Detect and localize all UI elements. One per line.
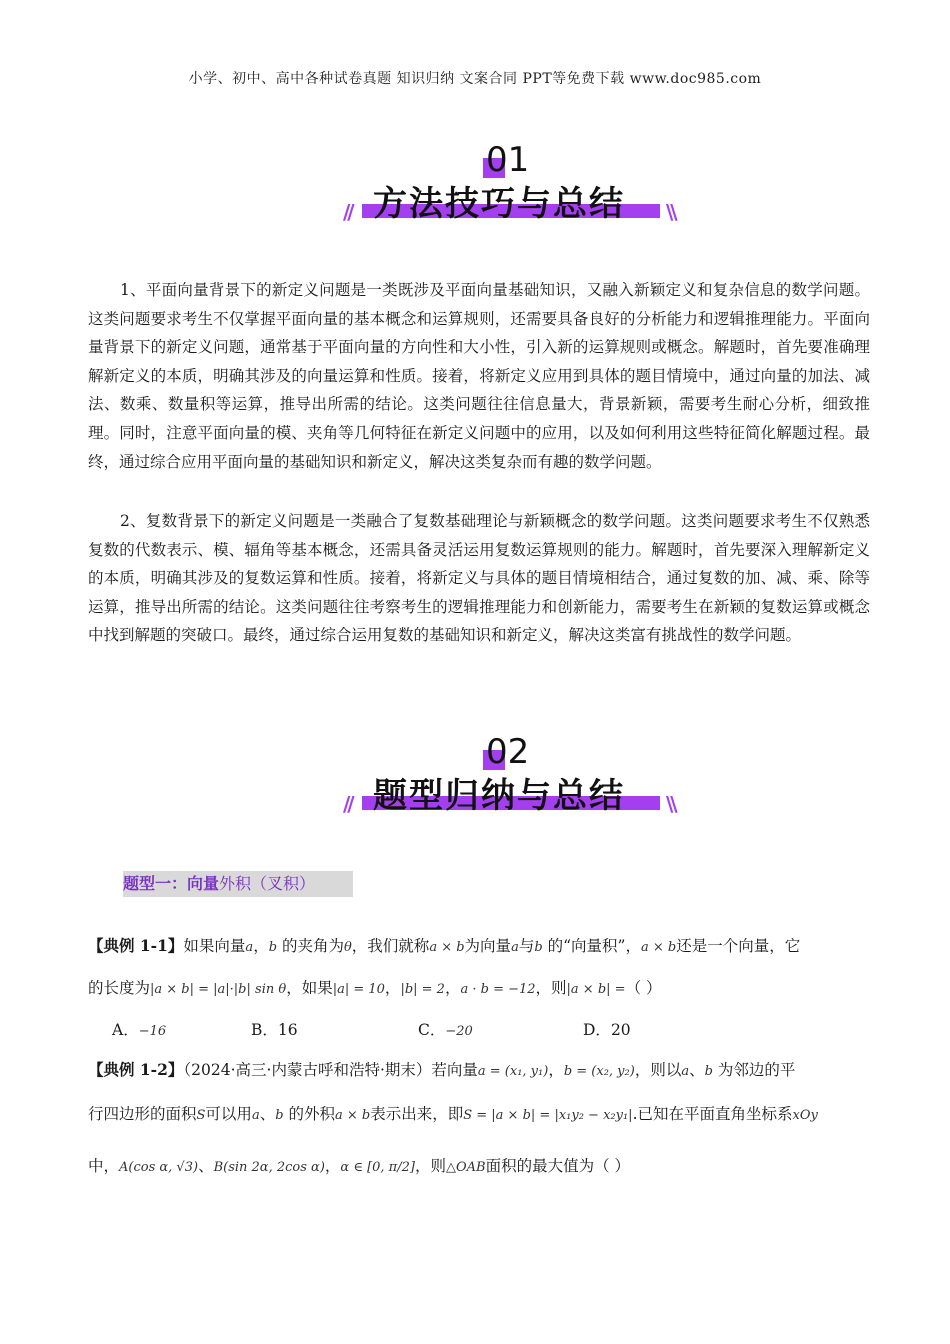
text: 、 [259,1105,276,1123]
math: θ [343,940,352,955]
math: α ∈ [0, π/2] [340,1160,415,1175]
slash-decoration-left: // [343,792,352,816]
example-label: 【典例 1-2】 [88,1060,184,1079]
section-title: 题型归纳与总结 [373,776,625,816]
section-title: 方法技巧与总结 [373,184,625,224]
math: a = (x₁, y₁) [477,1064,549,1079]
text: 面积的最大值为（ ） [485,1157,631,1175]
text: .已知在平面直角坐标系 [632,1105,793,1123]
math: B(sin 2α, 2cos α) [213,1160,325,1175]
text: ， [324,1157,341,1175]
math: a [511,940,519,955]
math: b [268,940,278,955]
text: 还是一个向量，它 [676,937,801,955]
text: ， [548,1061,564,1079]
math: b [534,940,543,955]
option-key: B． [251,1021,278,1039]
math: a × b [334,1108,371,1123]
text: 、 [689,1061,705,1079]
text: 与 [518,937,535,955]
text: 中， [88,1157,120,1175]
math: |a| = 10 [332,982,385,997]
text: ，我们就称 [351,937,430,955]
section-number: 01 [486,140,530,180]
paragraph-1: 1、平面向量背景下的新定义问题是一类既涉及平面向量基础知识，又融入新颖定义和复杂信息的数学问题。这类问题要求考生不仅掌握平面向量的基本概念和运算规则，还需要具备良好的分析能力和逻辑推理能力。平面向量背景下的新定义问题，通常基于平面向量的方向性和大小性，引入新的运算规则或概念。解题时，首先要准确理解新定义的本质，明确其涉及的向量运算和性质。接着，将新定义应用到具体的题目情境中，通过向量的加法、减法、数乘、数量积等运算，推导出所需的结论。这类问题往往信息量大，背景新颖，需要考生耐心分析，细致推理。同时，注意平面向量的模、夹角等几何特征在新定义问题中的应用，以及如何利用这些特征简化解题过程。最终，通过综合应用平面向量的基础知识和新定义，解决这类复杂而有趣的数学问题。 [88,281,870,471]
math: |a × b| = [566,982,626,997]
option-key: A． [112,1021,139,1039]
math: b [275,1108,284,1123]
math: S = |a × b| = |x₁y₂ − x₂y₁| [463,1108,633,1123]
text: 为向量 [464,937,512,955]
math: a · b = −12 [460,982,536,997]
example-1-1-line-2 [88,976,662,998]
option-value: 20 [610,1021,631,1039]
example-1-2-line-1 [88,1058,795,1080]
option-a[interactable] [112,1018,166,1040]
section-banner-2 [0,732,950,822]
example-1-2-line-2 [88,1102,818,1124]
text: 行四边形的面积 [88,1105,197,1123]
option-b[interactable] [251,1018,298,1040]
question-type-bold: 题型一：向量 [123,874,220,893]
example-1-1-line-1 [88,934,800,956]
math: a [245,940,254,955]
option-value: −20 [445,1024,473,1039]
option-value: 16 [277,1021,298,1039]
text: ，如果 [286,979,333,997]
math: b [704,1064,713,1079]
math: b = (x₂, y₂) [563,1064,635,1079]
math: △OAB [445,1160,486,1175]
text: （2024·高三·内蒙古呼和浩特·期末）若向量 [183,1061,478,1079]
text: ，则 [535,979,567,997]
option-d[interactable] [583,1018,631,1040]
text: 的外积 [283,1105,335,1123]
option-key: C． [418,1021,446,1039]
math: S [196,1108,206,1123]
page-header: 小学、初中、高中各种试卷真题 知识归纳 文案合同 PPT等免费下载 www.doc985.com [188,71,762,87]
math: xOy [792,1108,818,1123]
option-key: D． [583,1021,611,1039]
math: A(cos α, √3) [119,1160,199,1175]
text: 的夹角为 [277,937,344,955]
text: 为邻边的平 [712,1061,796,1079]
math: |a × b| = |a|·|b| sin θ [150,982,287,997]
paragraph-2: 2、复数背景下的新定义问题是一类融合了复数基础理论与新颖概念的数学问题。这类问题要求考生不仅熟悉复数的代数表示、模、辐角等基本概念，还需具备灵活运用复数运算规则的能力。解题时，首先要深入理解新定义的本质，明确其涉及的复数运算和性质。接着，将新定义与具体的题目情境相结合，通过复数的加、减、乘、除等运算，推导出所需的结论。这类问题往往考察考生的逻辑推理能力和创新能力，需要考生在新颖的复数运算或概念中找到解题的突破口。最终，通过综合运用复数的基础知识和新定义，解决这类富有挑战性的数学问题。 [88,512,870,645]
text: 的长度为 [88,979,151,997]
slash-decoration-right: \\ [666,792,675,816]
text: ，则 [414,1157,446,1175]
slash-decoration-right: \\ [666,200,675,224]
math: |b| = 2 [400,982,445,997]
example-1-2-line-3 [88,1154,630,1176]
text: ，则以 [634,1061,682,1079]
text: 表示出来，即 [370,1105,464,1123]
text: 的“向量积”， [542,937,641,955]
math: a [251,1108,260,1123]
text: ， [444,979,461,997]
text: 可以用 [205,1105,252,1123]
question-type-tag [123,871,353,897]
slash-decoration-left: // [343,200,352,224]
option-c[interactable] [418,1018,473,1040]
math: a × b [429,940,465,955]
text: 如果向量 [183,937,246,955]
math: a [681,1064,690,1079]
math: a × b [640,940,677,955]
text: ， [384,979,401,997]
example-label: 【典例 1-1】 [88,936,184,955]
question-type-rest: 外积（叉积） [219,874,316,893]
option-value: −16 [138,1024,167,1039]
text: 、 [198,1157,214,1175]
text: ， [253,937,269,955]
text: （ ） [625,979,662,997]
section-banner-1 [0,140,950,230]
section-number: 02 [486,732,530,772]
